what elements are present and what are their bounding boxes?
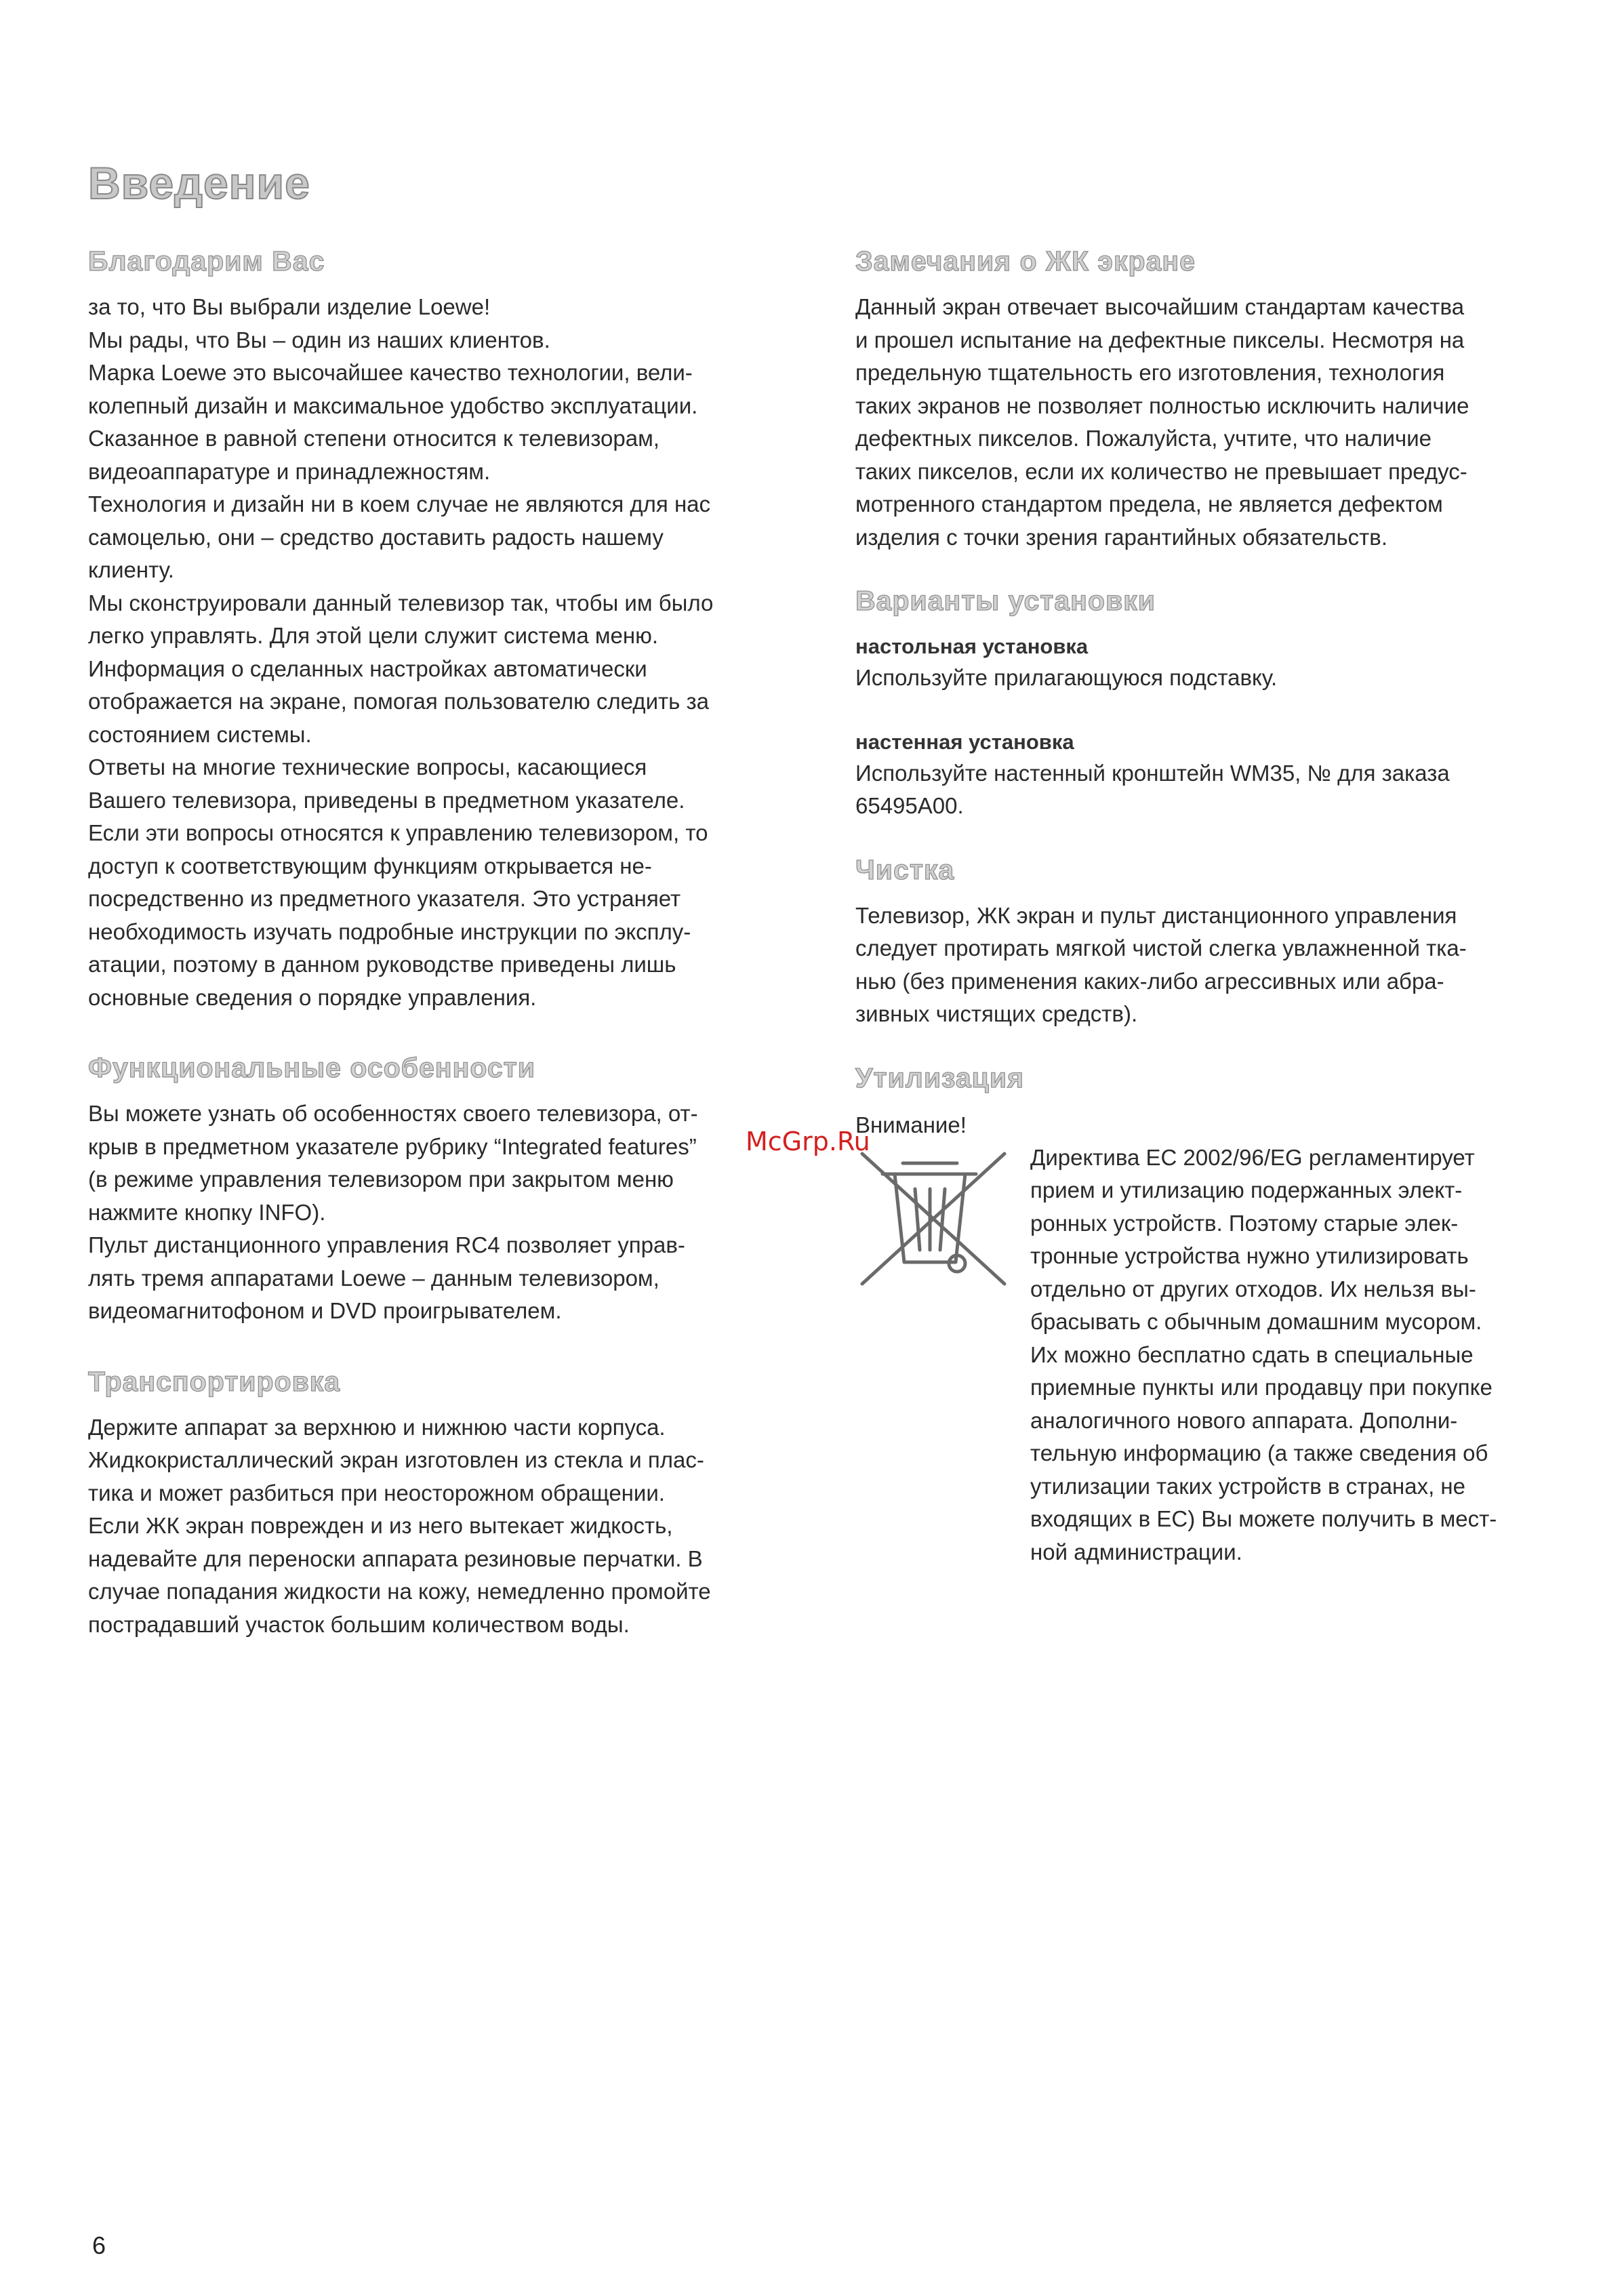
section-heading: Замечания о ЖК экране (855, 245, 1196, 277)
section-lcd (855, 245, 1554, 554)
section-transport (88, 1366, 807, 1642)
section-install (855, 585, 1554, 823)
spacer (88, 1328, 807, 1366)
disposal-warning: Внимание! (855, 1112, 967, 1137)
left-column (88, 245, 807, 1641)
crossed-out-wheelie-bin-icon (855, 1148, 1011, 1291)
spacer (855, 823, 1554, 854)
wall-install-text: Используйте настенный кронштейн WM35, № для заказа 65495A00. (855, 760, 1450, 818)
section-text: Держите аппарат за верхнюю и нижнюю части корпуса. Жидкокристаллический экран изготовлен из стекла и плас- тика и может разбиться при неосторожном обращении. Если ЖК экран поврежден и из него вытекает жидкость, надевайте для переноски аппарата резиновые перчатки. В случае попадания жидкости на кожу, немедленно промойте пострадавший участок большим количеством воды. (88, 1414, 711, 1637)
section-heading: Благодарим Вас (88, 245, 325, 277)
spacer (855, 695, 1554, 727)
section-heading: Чистка (855, 853, 955, 885)
section-text: Данный экран отвечает высочайшим стандартам качества и прошел испытание на дефектные пикселы. Несмотря на предельную тщательность его изготовления, технология таких экранов не позволяет полностью исключить наличие дефектных пикселов. Пожалуйста, учтите, что наличие таких пикселов, если их количество не превышает предус- мотренного стандартом предела, не является дефектом изделия с точки зрения гарантийных обязательств. (855, 294, 1469, 550)
wall-install-title: настенная установка (855, 729, 1074, 754)
section-features (88, 1052, 807, 1328)
section-heading: Варианты установки (855, 585, 1156, 616)
section-cleaning (855, 854, 1554, 1031)
section-text: за то, что Вы выбрали изделие Loewe! Мы рады, что Вы – один из наших клиентов. Марка Loewe это высочайшее качество технологии, вели- колепный дизайн и максимальное удобство эксплуатации. Сказанное в равной степени относится к телевизорам, видеоаппаратуре и принадлежностям. Технология и дизайн ни в коем случае не являются для нас самоцелью, они – средство доставить радость нашему клиенту. Мы сконструировали данный телевизор так, чтобы им было легко управлять. Для этой цели служит система меню. Информация о сделанных настройках автоматически отображается на экране, помогая пользователю следить за состоянием системы. Ответы на многие технические вопросы, касающиеся Вашего телевизора, приведены в предметном указателе. Если эти вопросы относятся к управлению телевизором, то доступ к соответствующим функциям открывается не- посредственно из предметного указателя. Это устраняет необходимость изучать подробные инструкции по эксплу- атации, поэтому в данном руководстве приведены лишь основные сведения о порядке управления. (88, 294, 714, 1010)
section-thanks (88, 245, 807, 1014)
section-text: Вы можете узнать об особенностях своего телевизора, от- крыв в предметном указателе рубрику “Integrated features” (в режиме управления телевизором при закрытом меню нажмите кнопку INFO). Пульт дистанционного управления RC4 позволяет управ- лять тремя аппаратами Loewe – данным телевизором, видеомагнитофоном и DVD проигрывателем. (88, 1101, 698, 1323)
section-heading: Утилизация (855, 1062, 1025, 1093)
table-install-text: Используйте прилагающуюся подставку. (855, 665, 1278, 690)
spacer (855, 554, 1554, 585)
table-install-title: настольная установка (855, 634, 1089, 658)
spacer (88, 1014, 807, 1052)
right-column (855, 245, 1554, 1569)
page-number: 6 (92, 2231, 106, 2259)
watermark: McGrp.Ru (746, 1127, 870, 1156)
section-disposal (855, 1062, 1554, 1569)
spacer (855, 1031, 1554, 1062)
disposal-text: Директива ЕС 2002/96/EG регламентирует прием и утилизацию подержанных элект- ронных устройств. Поэтому старые элек- тронные устройства нужно утилизировать отдельно от других отходов. Их нельзя вы- брасывать с обычным домашним мусором. Их можно бесплатно сдать в специальные приемные пункты или продавцу при покупке аналогичного нового аппарата. Дополни- тельную информацию (а также сведения об утилизации таких устройств в странах, не входящих в ЕС) Вы можете получить в мест- ной администрации. (1030, 1144, 1497, 1564)
section-heading: Транспортировка (88, 1365, 341, 1397)
page-title: Введение (88, 158, 310, 208)
section-heading: Функциональные особенности (88, 1052, 535, 1083)
section-text: Телевизор, ЖК экран и пульт дистанционного управления следует протирать мягкой чистой слегка увлажненной тка- нью (без применения каких-либо агрессивных или абра- зивных чистящих средств). (855, 902, 1467, 1026)
disposal-block (855, 1142, 1554, 1569)
